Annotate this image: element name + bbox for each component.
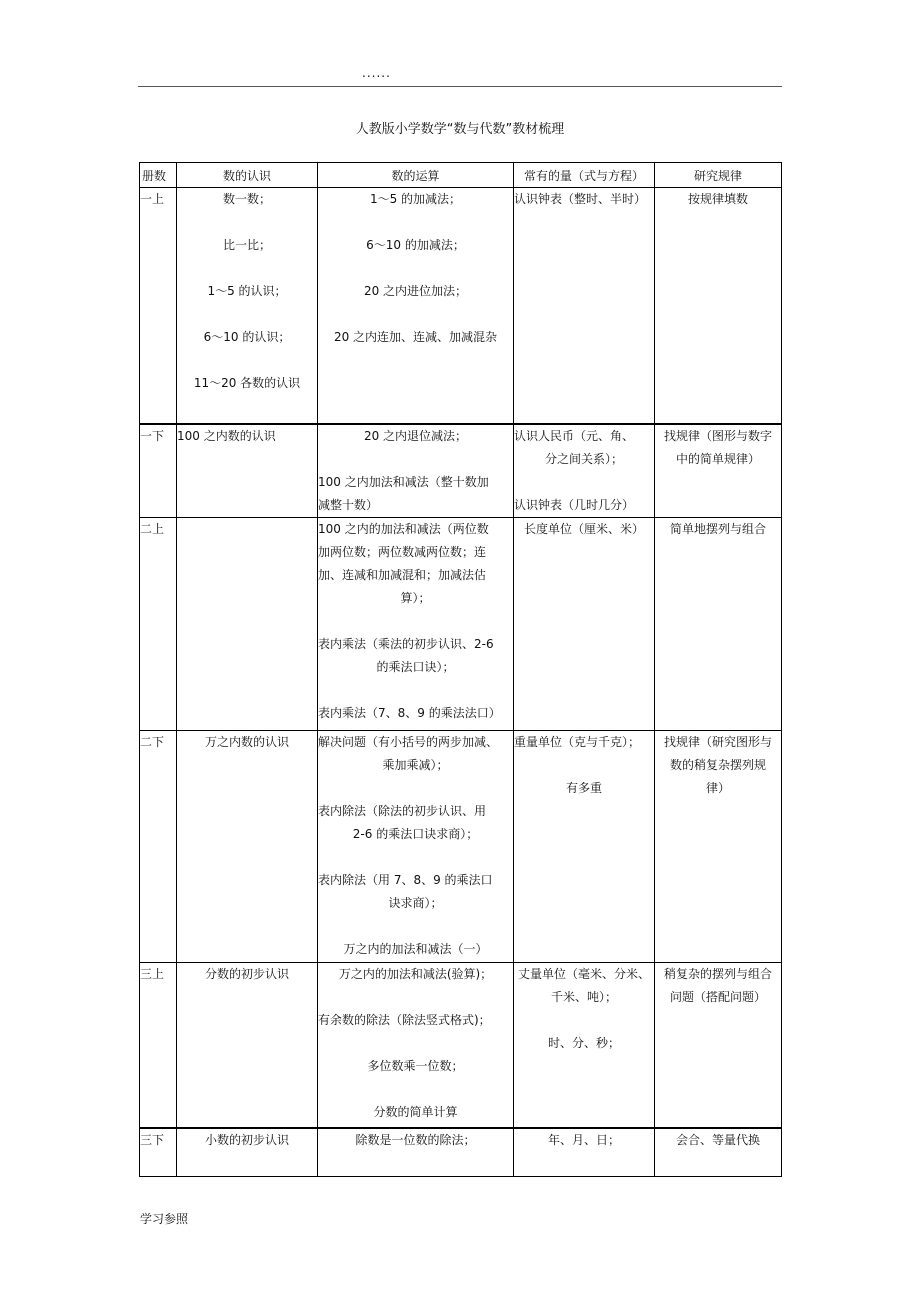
- cell-text-line: 中的简单规律）: [675, 451, 760, 466]
- cell-text-line: 20 之内连加、连减、加减混杂: [333, 330, 498, 344]
- line-gap: [514, 1009, 654, 1032]
- line-gap: [177, 257, 317, 280]
- cell-quantity: [514, 962, 655, 1128]
- line-gap: [177, 349, 317, 372]
- line-gap: [318, 211, 513, 234]
- table-row: [140, 517, 782, 730]
- line-gap: [318, 679, 513, 702]
- cell-recognition: [177, 1128, 318, 1176]
- cell-quantity: [514, 424, 655, 518]
- cell-text-line: 表内除法（除法的初步认识、用: [318, 803, 487, 818]
- cell-quantity: [514, 517, 655, 730]
- cell-operation: [318, 188, 514, 424]
- column-header-pattern: 研究规律: [655, 163, 782, 188]
- volume-label: 三上: [140, 966, 165, 981]
- cell-operation: [318, 1128, 514, 1176]
- cell-text-line: 100 之内加法和减法（整十数加: [318, 474, 489, 489]
- cell-text-line: 有多重: [565, 780, 602, 795]
- cell-text-line: 6～10 的认识；: [203, 330, 291, 344]
- cell-quantity: [514, 1128, 655, 1176]
- cell-recognition: [177, 188, 318, 424]
- cell-text-line: 分数的初步认识: [204, 966, 289, 981]
- cell-operation: [318, 517, 514, 730]
- table-row: [140, 424, 782, 518]
- line-gap: [318, 986, 513, 1009]
- cell-text-line: 万之内的加法和减法(验算)；: [338, 966, 493, 981]
- volume-label: 二上: [140, 521, 165, 536]
- cell-volume: [140, 424, 177, 518]
- cell-quantity: [514, 730, 655, 962]
- cell-text-line: 稍复杂的摆列与组合: [663, 966, 772, 981]
- cell-text-line: 解决问题（有小括号的两步加减、: [318, 734, 499, 749]
- cell-text-line: 数的稍复杂摆列规: [669, 757, 766, 772]
- cell-text-line: 简单地摆列与组合: [669, 521, 766, 536]
- line-gap: [318, 257, 513, 280]
- cell-text-line: 100 之内的加法和减法（两位数: [318, 521, 489, 536]
- cell-volume: [140, 188, 177, 424]
- cell-text-line: 20 之内退位减法；: [363, 428, 468, 443]
- column-header-volume: 册数: [140, 163, 177, 188]
- cell-pattern: [655, 424, 782, 518]
- cell-text-line: 表内乘法（7、8、9 的乘法法口）: [318, 705, 501, 720]
- cell-volume: [140, 730, 177, 962]
- column-header-operation: 数的运算: [318, 163, 514, 188]
- table-header-row: [140, 163, 782, 188]
- cell-text-line: 找规律（研究图形与: [663, 734, 772, 749]
- cell-operation: [318, 730, 514, 962]
- cell-text-line: 小数的初步认识: [204, 1133, 289, 1147]
- cell-text-line: 除数是一位数的除法；: [355, 1133, 476, 1147]
- cell-text-line: 1～5 的加减法；: [369, 192, 462, 206]
- header-rule: [138, 86, 782, 87]
- line-gap: [318, 303, 513, 326]
- volume-label: 二下: [140, 734, 165, 749]
- cell-volume: [140, 517, 177, 730]
- cell-text-line: 算）；: [400, 590, 431, 605]
- line-gap: [514, 754, 654, 777]
- document-title: 人教版小学数学“数与代数”教材梳理: [355, 122, 565, 137]
- cell-text-line: 数一数；: [222, 192, 271, 206]
- cell-pattern: [655, 517, 782, 730]
- cell-pattern: [655, 730, 782, 962]
- cell-text-line: 问题（搭配问题）: [669, 989, 766, 1004]
- table-row: [140, 730, 782, 962]
- column-header-recognition: 数的认识: [177, 163, 318, 188]
- footer-note: 学习参照: [140, 1212, 189, 1226]
- line-gap: [318, 448, 513, 471]
- cell-pattern: [655, 1128, 782, 1176]
- cell-text-line: 按规律填数: [687, 192, 748, 206]
- cell-text-line: 表内乘法（乘法的初步认识、2-6: [318, 636, 494, 651]
- cell-volume: [140, 962, 177, 1128]
- cell-text-line: 有余数的除法（除法竖式格式)；: [318, 1012, 491, 1027]
- cell-text-line: 时、分、秒；: [547, 1035, 620, 1050]
- cell-text-line: 分数的简单计算: [373, 1104, 458, 1119]
- cell-text-line: 重量单位（克与千克）；: [514, 734, 641, 749]
- line-gap: [318, 915, 513, 938]
- cell-text-line: 会合、等量代换: [675, 1133, 760, 1147]
- cell-pattern: [655, 188, 782, 424]
- cell-text-line: 加、连减和加减混和；加减法估: [318, 567, 487, 582]
- cell-text-line: 1～5 的认识；: [207, 284, 287, 298]
- cell-text-line: 比一比；: [222, 238, 271, 252]
- cell-text-line: 认识人民币（元、角、: [514, 428, 635, 443]
- cell-text-line: 丈量单位（毫米、分米、: [517, 966, 650, 981]
- cell-text-line: 律）: [705, 780, 730, 795]
- cell-text-line: 减整十数）: [318, 497, 379, 512]
- cell-quantity: [514, 188, 655, 424]
- cell-text-line: 11～20 各数的认识: [193, 376, 301, 390]
- cell-recognition: [177, 517, 318, 730]
- cell-text-line: 的乘法口诀）；: [376, 659, 455, 674]
- cell-text-line: 分之间关系）；: [544, 451, 623, 466]
- line-gap: [177, 303, 317, 326]
- cell-text-line: 诀求商）；: [388, 895, 443, 910]
- cell-text-line: 年、月、日；: [547, 1133, 620, 1147]
- volume-label: 三下: [140, 1133, 165, 1147]
- line-gap: [177, 211, 317, 234]
- cell-recognition: [177, 962, 318, 1128]
- cell-text-line: 找规律（图形与数字: [663, 428, 772, 443]
- table-row: [140, 962, 782, 1128]
- cell-text-line: 长度单位（厘米、米）: [523, 521, 644, 536]
- cell-text-line: 万之内数的认识: [204, 734, 289, 749]
- cell-text-line: 认识钟表（几时几分）: [514, 497, 635, 512]
- line-gap: [318, 610, 513, 633]
- cell-text-line: 6～10 的加减法；: [366, 238, 465, 252]
- cell-text-line: 千米、吨）；: [550, 989, 617, 1004]
- cell-recognition: [177, 730, 318, 962]
- cell-pattern: [655, 962, 782, 1128]
- cell-recognition: [177, 424, 318, 518]
- cell-operation: [318, 424, 514, 518]
- cell-text-line: 多位数乘一位数；: [367, 1058, 464, 1073]
- line-gap: [514, 471, 654, 494]
- line-gap: [318, 1078, 513, 1101]
- column-header-quantity: 常有的量（式与方程）: [514, 163, 655, 188]
- cell-operation: [318, 962, 514, 1128]
- header-dots: ......: [362, 66, 391, 80]
- curriculum-table: [139, 162, 782, 1177]
- cell-volume: [140, 1128, 177, 1176]
- cell-text-line: 万之内的加法和减法（一）: [343, 941, 488, 956]
- cell-text-line: 表内除法（用 7、8、9 的乘法口: [318, 872, 493, 887]
- cell-text-line: 乘加乘减）；: [382, 757, 449, 772]
- cell-text-line: 100 之内数的认识: [177, 428, 276, 443]
- cell-text-line: 20 之内进位加法；: [363, 284, 468, 298]
- cell-text-line: 加两位数；两位数减两位数；连: [318, 544, 487, 559]
- volume-label: 一下: [140, 428, 165, 443]
- cell-text-line: 认识钟表（整时、半时）: [514, 192, 647, 206]
- cell-text-line: 2-6 的乘法口诀求商）；: [352, 826, 479, 841]
- line-gap: [318, 1032, 513, 1055]
- table-row: [140, 188, 782, 424]
- line-gap: [318, 777, 513, 800]
- line-gap: [318, 846, 513, 869]
- volume-label: 一上: [140, 192, 165, 206]
- table-row: [140, 1128, 782, 1176]
